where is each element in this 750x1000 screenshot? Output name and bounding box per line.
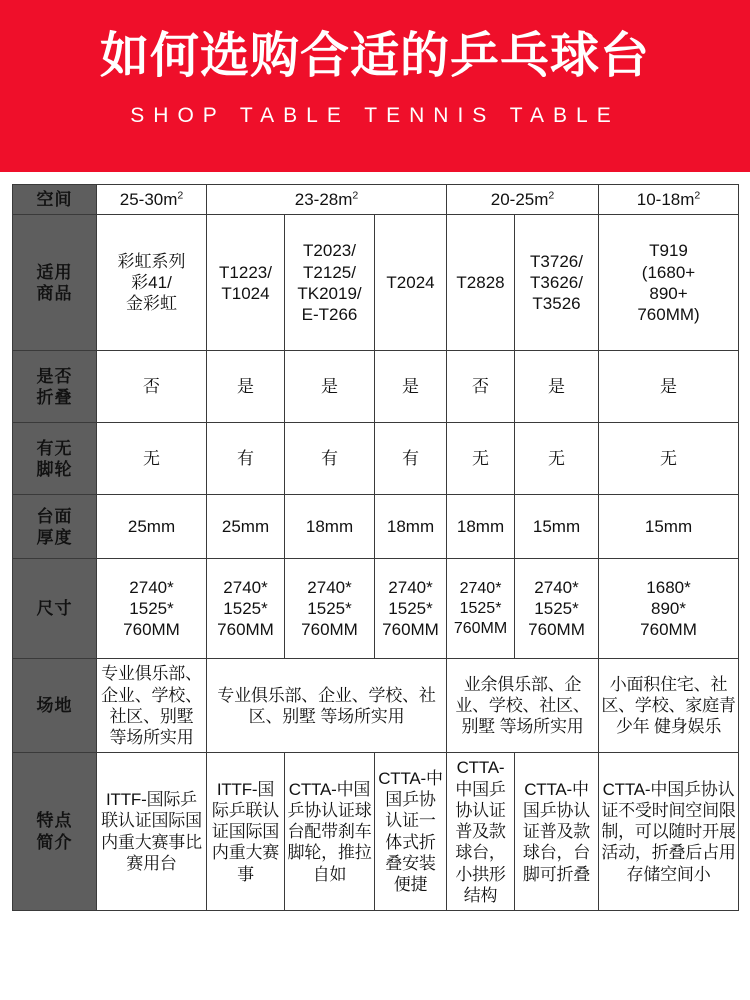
product-line: 890+ [649, 283, 688, 303]
table-row-size [13, 559, 739, 659]
product-line: T1024 [221, 283, 270, 303]
size-line: 1525* [129, 599, 174, 619]
spec-table [12, 184, 739, 911]
cell-venue-2: 专业俱乐部、企业、学校、社区、别墅 等场所实用 [207, 659, 447, 753]
size-line: 760MM [528, 620, 585, 640]
row-label-products-line2: 商品 [36, 283, 73, 303]
size-line: 1525* [459, 599, 502, 617]
row-label-casters [13, 423, 97, 495]
cell-features-2: ITTF-国际乒联认证国际国内重大赛事 [207, 753, 285, 911]
row-label-size: 尺寸 [13, 559, 97, 659]
cell-products-6 [515, 215, 599, 351]
cell-size-5 [447, 559, 515, 659]
cell-size-3 [285, 559, 375, 659]
product-line: T1223/ [219, 262, 272, 282]
space-value-1: 25-30m [119, 190, 178, 209]
product-line: E-T266 [301, 305, 358, 324]
cell-venue-4: 小面积住宅、社区、学校、家庭青少年 健身娱乐 [599, 659, 739, 753]
product-line: T2828 [456, 273, 505, 293]
cell-features-4: CTTA-中国乒协认证一体式折叠安装便捷 [375, 753, 447, 911]
cell-foldable-5: 否 [447, 351, 515, 423]
row-label-thickness-line1: 台面 [36, 506, 73, 526]
product-line: T3726/ [530, 251, 583, 271]
row-label-foldable [13, 351, 97, 423]
cell-thickness-5: 18mm [447, 495, 515, 559]
product-line: T919 [649, 241, 688, 261]
cell-space-3 [447, 185, 599, 215]
table-row-casters [13, 423, 739, 495]
size-line: 1525* [388, 599, 433, 619]
size-line: 1680* [646, 577, 691, 597]
space-unit-3: 2 [548, 189, 555, 202]
cell-space-1 [97, 185, 207, 215]
cell-foldable-2: 是 [207, 351, 285, 423]
product-line: T3626/ [530, 273, 583, 293]
cell-casters-6: 无 [515, 423, 599, 495]
row-label-products-line1: 适用 [36, 262, 73, 282]
cell-products-2 [207, 215, 285, 351]
row-label-thickness [13, 495, 97, 559]
product-line: T2024 [386, 273, 435, 293]
row-label-casters-line1: 有无 [36, 438, 73, 458]
cell-products-5 [447, 215, 515, 351]
cell-casters-5: 无 [447, 423, 515, 495]
header-banner [0, 0, 750, 172]
cell-size-4 [375, 559, 447, 659]
cell-casters-3: 有 [285, 423, 375, 495]
cell-thickness-6: 15mm [515, 495, 599, 559]
cell-products-3 [285, 215, 375, 351]
size-line: 1525* [534, 599, 579, 619]
page-title: 如何选购合适的乒乓球台 [99, 29, 650, 83]
row-label-foldable-line2: 折叠 [36, 387, 73, 407]
row-label-venue: 场地 [13, 659, 97, 753]
size-line: 760MM [217, 620, 274, 640]
product-line: 彩虹系列 [117, 251, 186, 271]
space-value-2: 23-28m [294, 190, 353, 209]
size-line: 1525* [307, 599, 352, 619]
row-label-features-line2: 简介 [36, 832, 73, 852]
cell-products-7 [599, 215, 739, 351]
space-unit-2: 2 [352, 189, 359, 202]
cell-products-4 [375, 215, 447, 351]
row-label-casters-line2: 脚轮 [36, 459, 73, 479]
cell-foldable-1: 否 [97, 351, 207, 423]
cell-space-2 [207, 185, 447, 215]
space-unit-1: 2 [177, 189, 184, 202]
cell-thickness-4: 18mm [375, 495, 447, 559]
cell-thickness-7: 15mm [599, 495, 739, 559]
row-label-features [13, 753, 97, 911]
cell-foldable-4: 是 [375, 351, 447, 423]
size-line: 890* [651, 599, 686, 619]
table-row-foldable [13, 351, 739, 423]
product-line: 金彩虹 [126, 294, 177, 314]
cell-thickness-2: 25mm [207, 495, 285, 559]
size-line: 760MM [640, 620, 697, 640]
product-line: (1680+ [641, 262, 696, 282]
spec-table-container [0, 172, 750, 911]
cell-size-7 [599, 559, 739, 659]
cell-size-1 [97, 559, 207, 659]
space-value-3: 20-25m [490, 190, 549, 209]
cell-thickness-3: 18mm [285, 495, 375, 559]
size-line: 2740* [534, 577, 579, 597]
row-label-space: 空间 [13, 185, 97, 215]
cell-size-2 [207, 559, 285, 659]
row-label-foldable-line1: 是否 [36, 366, 73, 386]
size-line: 2740* [129, 577, 174, 597]
cell-casters-4: 有 [375, 423, 447, 495]
product-line: T2125/ [303, 262, 356, 282]
cell-features-3: CTTA-中国乒协认证球台配带刹车脚轮，推拉自如 [285, 753, 375, 911]
size-line: 1525* [223, 599, 268, 619]
cell-foldable-3: 是 [285, 351, 375, 423]
cell-size-6 [515, 559, 599, 659]
size-line: 760MM [123, 620, 180, 640]
cell-casters-7: 无 [599, 423, 739, 495]
cell-venue-1: 专业俱乐部、企业、学校、社区、别墅 等场所实用 [97, 659, 207, 753]
size-line: 2740* [307, 577, 352, 597]
size-line: 2740* [388, 577, 433, 597]
cell-casters-2: 有 [207, 423, 285, 495]
space-value-4: 10-18m [636, 190, 695, 209]
cell-foldable-7: 是 [599, 351, 739, 423]
table-row-products [13, 215, 739, 351]
table-row-space [13, 185, 739, 215]
row-label-features-line1: 特点 [36, 811, 73, 831]
cell-features-6: CTTA-中国乒协认证普及款球台，台脚可折叠 [515, 753, 599, 911]
cell-features-1: ITTF-国际乒联认证国际国内重大赛事比赛用台 [97, 753, 207, 911]
table-row-thickness [13, 495, 739, 559]
cell-casters-1: 无 [97, 423, 207, 495]
product-line: 彩41/ [131, 273, 172, 293]
cell-venue-3: 业余俱乐部、企业、学校、社区、别墅 等场所实用 [447, 659, 599, 753]
product-line: T3526 [532, 294, 581, 314]
row-label-products [13, 215, 97, 351]
page-subtitle: SHOP TABLE TENNIS TABLE [130, 103, 620, 127]
table-row-venue [13, 659, 739, 753]
product-line: T2023/ [303, 241, 356, 261]
cell-foldable-6: 是 [515, 351, 599, 423]
cell-features-7: CTTA-中国乒协认证不受时间空间限制，可以随时开展活动，折叠后占用存储空间小 [599, 753, 739, 911]
size-line: 2740* [223, 577, 268, 597]
cell-thickness-1: 25mm [97, 495, 207, 559]
product-line: TK2019/ [297, 283, 362, 303]
cell-features-5: CTTA-中国乒协认证普及款球台，小拱形结构 [447, 753, 515, 911]
cell-space-4 [599, 185, 739, 215]
table-row-features [13, 753, 739, 911]
product-line: 760MM) [637, 305, 700, 324]
space-unit-4: 2 [694, 189, 701, 202]
size-line: 760MM [301, 620, 358, 640]
size-line: 760MM [453, 619, 508, 637]
size-line: 760MM [382, 620, 439, 640]
cell-products-1 [97, 215, 207, 351]
size-line: 2740* [459, 579, 502, 597]
row-label-thickness-line2: 厚度 [36, 527, 73, 547]
